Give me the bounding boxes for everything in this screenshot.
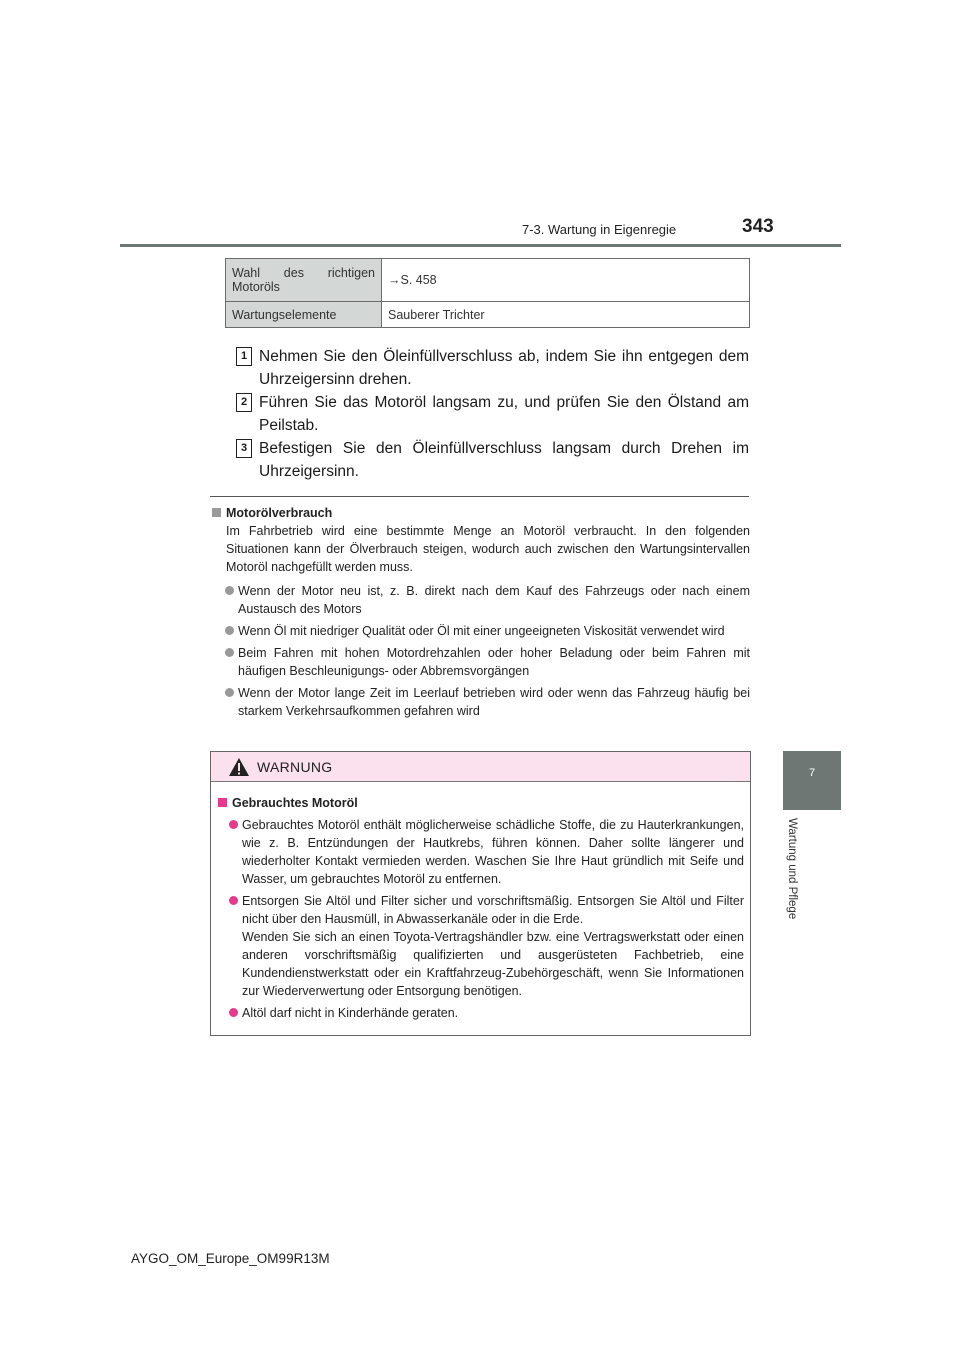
chapter-tab: 7 <box>783 751 841 810</box>
step-item <box>236 437 749 483</box>
page-number: 343 <box>742 216 774 237</box>
step-text: Führen Sie das Motoröl langsam zu, und prüfen Sie den Ölstand am Peilstab. <box>259 394 749 434</box>
bullet-icon <box>225 688 234 697</box>
list-item: Wenn Öl mit niedriger Qualität oder Öl mit einer ungeeigneten Viskosität verwendet wird <box>212 622 750 640</box>
section-title: 7-3. Wartung in Eigenregie <box>522 222 677 237</box>
note-paragraph: Im Fahrbetrieb wird eine bestimmte Menge an Motoröl verbraucht. In den folgenden Situationen kann der Ölverbrauch steigen, wodurch auch zwischen den Wartungsintervallen Motoröl nachgefüllt werden muss. <box>226 524 750 574</box>
warning-box <box>210 751 751 1036</box>
list-item: Wenn der Motor neu ist, z. B. direkt nach dem Kauf des Fahrzeugs oder nach einem Austausch des Motors <box>212 582 750 618</box>
bullet-icon <box>229 820 238 829</box>
square-bullet-icon <box>218 798 227 807</box>
step-number: 3 <box>236 439 252 458</box>
table-value: Sauberer Trichter <box>382 302 750 328</box>
bullet-icon <box>225 586 234 595</box>
bullet-icon <box>225 648 234 657</box>
warning-header <box>211 752 750 782</box>
list-item: Gebrauchtes Motoröl enthält möglicherweise schädliche Stoffe, die zu Hauterkrankungen, wie z. B. Entzündungen der Hautkrebs, führen können. Daher sollte längerer und wiederholter Kontakt vermieden werden. Waschen Sie Ihre Haut gründlich mit Seife und Wasser, um gebrauchtes Motoröl zu entfernen. <box>218 816 744 888</box>
note-section <box>212 504 750 720</box>
list-item: Altöl darf nicht in Kinderhände geraten. <box>218 1004 744 1022</box>
bullet-icon <box>229 896 238 905</box>
list-item: Beim Fahren mit hohen Motordrehzahlen oder hoher Beladung oder beim Fahren mit häufigen Beschleunigungs- oder Abbremsvorgängen <box>212 644 750 680</box>
list-item: Wenn der Motor lange Zeit im Leerlauf betrieben wird oder wenn das Fahrzeug häufig bei starkem Verkehrsaufkommen gefahren wird <box>212 684 750 720</box>
warning-label: WARNUNG <box>257 759 333 775</box>
step-item <box>236 391 749 437</box>
header-rule <box>120 244 841 247</box>
step-number: 1 <box>236 347 252 366</box>
chapter-label <box>782 818 804 938</box>
step-number: 2 <box>236 393 252 412</box>
bullet-icon <box>229 1008 238 1017</box>
list-item: Entsorgen Sie Altöl und Filter sicher und vorschriftsmäßig. Entsorgen Sie Altöl und Filter nicht über den Hausmüll, in Abwasserkanäle oder in die Erde. Wenden Sie sich an einen Toyota-Vertragshändler bzw. eine Vertragswerkstatt oder einen anderen vorschriftsmäßig qualifizierten und ausgerüsteten Fachbetrieb, eine Kundendienstwerkstatt oder ein Kraftfahrzeug-Zubehörgeschäft, wenn Sie Informationen zur Wiederverwertung oder Entsorgung benötigen. <box>218 892 744 1000</box>
table-value-link[interactable]: →S. 458 <box>382 259 750 302</box>
warning-triangle-icon <box>228 757 250 777</box>
table-key: Wahl des richtigen Motoröls <box>226 259 382 302</box>
table-row <box>226 302 750 328</box>
note-title: Motorölverbrauch <box>212 504 750 522</box>
table-key: Wartungselemente <box>226 302 382 328</box>
warning-body <box>218 794 744 1022</box>
step-text: Nehmen Sie den Öleinfüllverschluss ab, indem Sie ihn entgegen dem Uhrzeigersinn drehen. <box>259 348 749 388</box>
bullet-icon <box>225 626 234 635</box>
warning-title: Gebrauchtes Motoröl <box>218 794 744 812</box>
step-text: Befestigen Sie den Öleinfüllverschluss langsam durch Drehen im Uhrzeigersinn. <box>259 440 749 480</box>
table-row <box>226 259 750 302</box>
spec-table <box>225 258 750 328</box>
step-item <box>236 345 749 391</box>
document-code: AYGO_OM_Europe_OM99R13M <box>131 1251 330 1266</box>
section-divider <box>210 496 749 497</box>
chapter-label-text: Wartung und Pflege <box>786 818 798 920</box>
square-bullet-icon <box>212 508 221 517</box>
